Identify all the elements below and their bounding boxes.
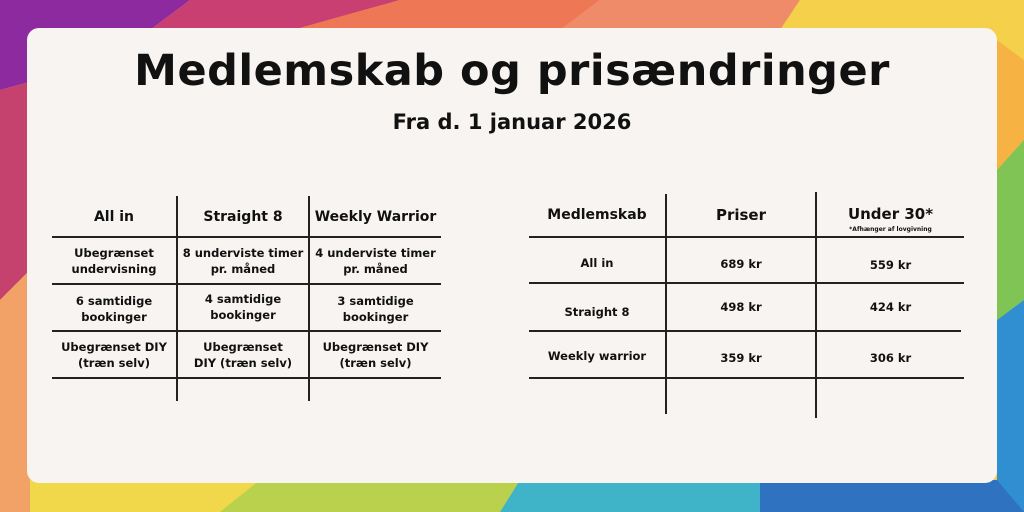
content-card — [27, 28, 997, 483]
features-row-rule-2 — [52, 283, 441, 285]
features-cell: Ubegrænset DIY (træn selv) — [322, 340, 429, 370]
features-cell: Ubegrænset undervisning — [71, 246, 157, 276]
price-cell-membership: Weekly warrior — [547, 349, 647, 363]
price-row-rule-2 — [529, 282, 964, 284]
price-row-rule-1 — [529, 236, 964, 238]
price-header-prices: Priser — [715, 206, 767, 224]
price-cell-membership: All in — [580, 256, 614, 270]
features-row-rule-3 — [52, 330, 441, 332]
features-cell: Ubegrænset DIY (træn selv) — [193, 340, 293, 370]
price-cell-under-30: 306 kr — [869, 351, 912, 365]
price-cell-membership: Straight 8 — [564, 305, 630, 319]
price-cell-price: 359 kr — [720, 351, 762, 365]
price-header-membership: Medlemskab — [547, 207, 647, 223]
features-cell: 3 samtidige bookinger — [337, 294, 414, 324]
price-row-rule-3 — [529, 330, 961, 332]
price-footnote: *Afhænger af lovgivning — [849, 226, 932, 233]
features-cell: 4 underviste timer pr. måned — [315, 246, 436, 276]
price-row-rule-4 — [529, 377, 964, 379]
price-cell-under-30: 424 kr — [869, 300, 912, 314]
features-row-rule-1 — [52, 236, 441, 238]
features-cell: 8 underviste timer pr. måned — [182, 246, 304, 276]
page-subtitle: Fra d. 1 januar 2026 — [392, 110, 632, 134]
page-title: Medlemskab og prisændringer — [134, 46, 890, 96]
features-header-all-in: All in — [93, 209, 135, 225]
features-row-rule-4 — [52, 377, 441, 379]
features-cell: 6 samtidige bookinger — [75, 294, 153, 324]
features-cell: Ubegrænset DIY (træn selv) — [61, 340, 167, 370]
price-cell-price: 689 kr — [720, 257, 762, 271]
price-cell-price: 498 kr — [720, 300, 762, 314]
price-cell-under-30: 559 kr — [869, 258, 912, 272]
features-cell: 4 samtidige bookinger — [204, 292, 282, 322]
features-header-straight-8: Straight 8 — [203, 209, 283, 225]
features-header-weekly-warrior: Weekly Warrior — [314, 209, 437, 225]
price-header-under-30: Under 30* — [847, 205, 934, 223]
